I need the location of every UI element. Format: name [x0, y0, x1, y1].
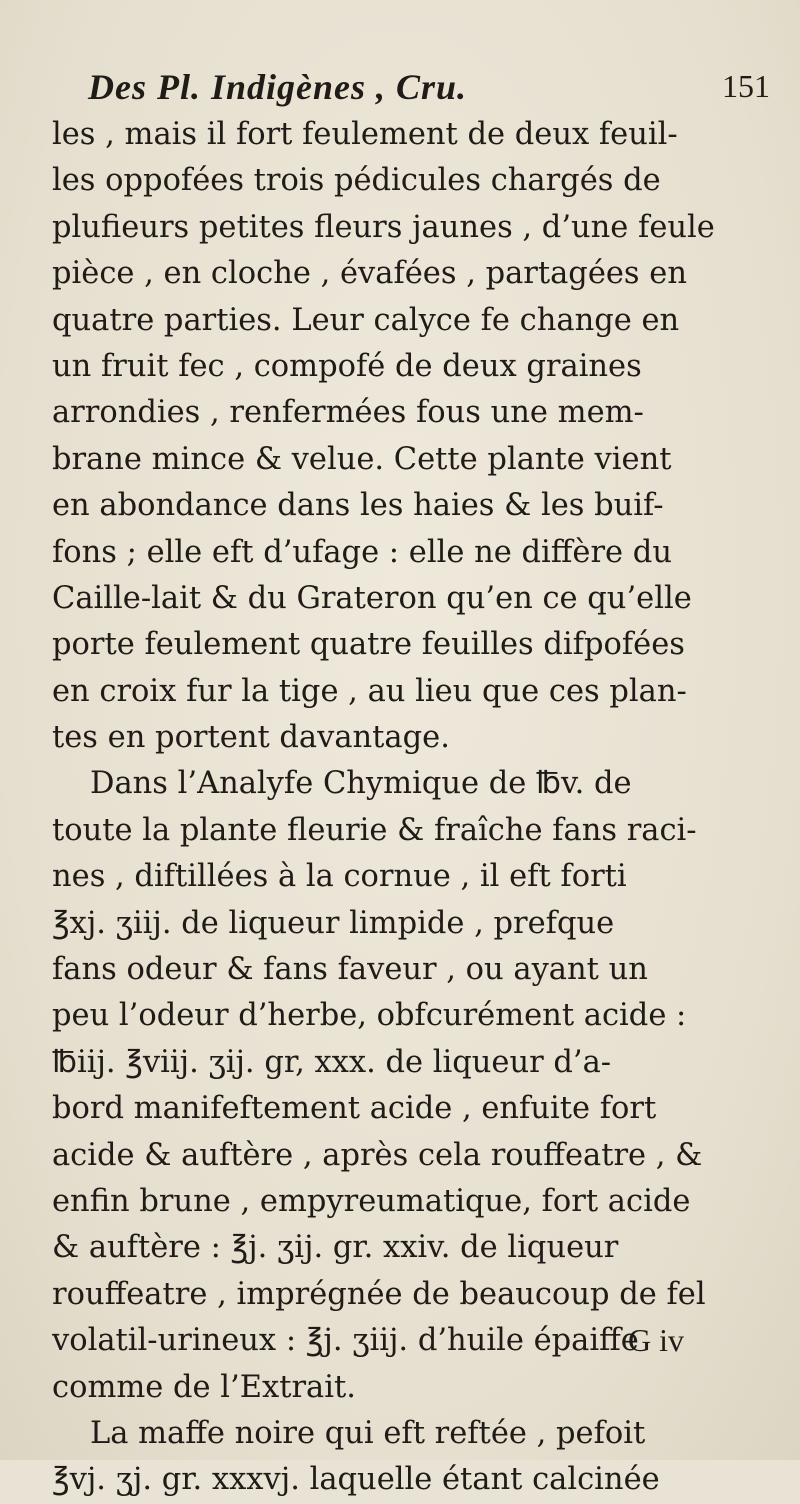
text-line: bord manifeftement acide , enfuite fort [52, 1091, 657, 1127]
text-line: fons ; elle eft d’ufage : elle ne diffère du [52, 534, 672, 570]
text-line: volatil-urineux : ℥j. ʒiij. d’huile épaiffe [52, 1323, 639, 1359]
signature-mark: G iv [628, 1322, 684, 1358]
page-header [88, 66, 778, 112]
text-line: ℥vj. ʒj. gr. xxxvj. laquelle étant calcinée [52, 1462, 660, 1498]
text-line: enfin brune , empyreumatique, fort acide [52, 1183, 691, 1219]
text-line: fans odeur & fans faveur , ou ayant un [52, 952, 648, 988]
text-line: peu l’odeur d’herbe, obfcurément acide : [52, 998, 687, 1034]
text-line: brane mince & velue. Cette plante vient [52, 441, 672, 477]
text-line: acide & auftère , après cela rouffeatre , & [52, 1137, 703, 1173]
body-text [52, 112, 780, 1504]
text-line: tes en portent davantage. [52, 720, 450, 756]
text-line: arrondies , renfermées fous une mem- [52, 395, 644, 431]
text-line: plufieurs petites fleurs jaunes , d’une feule [52, 209, 715, 245]
running-head: Des Pl. Indigènes , Cru. [88, 67, 468, 107]
text-line: comme de l’Extrait. [52, 1369, 356, 1405]
text-line: pièce , en cloche , évafées , partagées en [52, 256, 687, 292]
text-line: porte feulement quatre feuilles difpofées [52, 627, 685, 663]
text-line: les , mais il fort feulement de deux feuil- [52, 117, 678, 152]
text-line: quatre parties. Leur calyce fe change en [52, 302, 680, 338]
text-line: Caille-lait & du Grateron qu’en ce qu’elle [52, 580, 692, 616]
text-line: en abondance dans les haies & les buif- [52, 488, 664, 524]
text-line: rouffeatre , imprégnée de beaucoup de fel [52, 1276, 706, 1312]
page-number: 151 [722, 68, 770, 104]
text-line: ℔iij. ℥viij. ʒij. gr, xxx. de liqueur d’a- [52, 1044, 612, 1080]
text-line: & auftère : ℥j. ʒij. gr. xxiv. de liqueur [52, 1230, 619, 1266]
text-line: toute la plante fleurie & fraîche fans raci- [52, 812, 697, 848]
text-line: ℥xj. ʒiij. de liqueur limpide , prefque [52, 905, 615, 941]
text-line: les oppofées trois pédicules chargés de [52, 163, 661, 199]
text-line: un fruit fec , compofé de deux graines [52, 348, 642, 384]
text-line: en croix fur la tige , au lieu que ces plan- [52, 673, 687, 709]
text-line: nes , diftillées à la cornue , il eft forti [52, 859, 627, 895]
paragraph-start-line: La maffe noire qui eft reftée , pefoit [90, 1415, 646, 1451]
paragraph-start-line: Dans l’Analyfe Chymique de ℔v. de [90, 766, 632, 802]
